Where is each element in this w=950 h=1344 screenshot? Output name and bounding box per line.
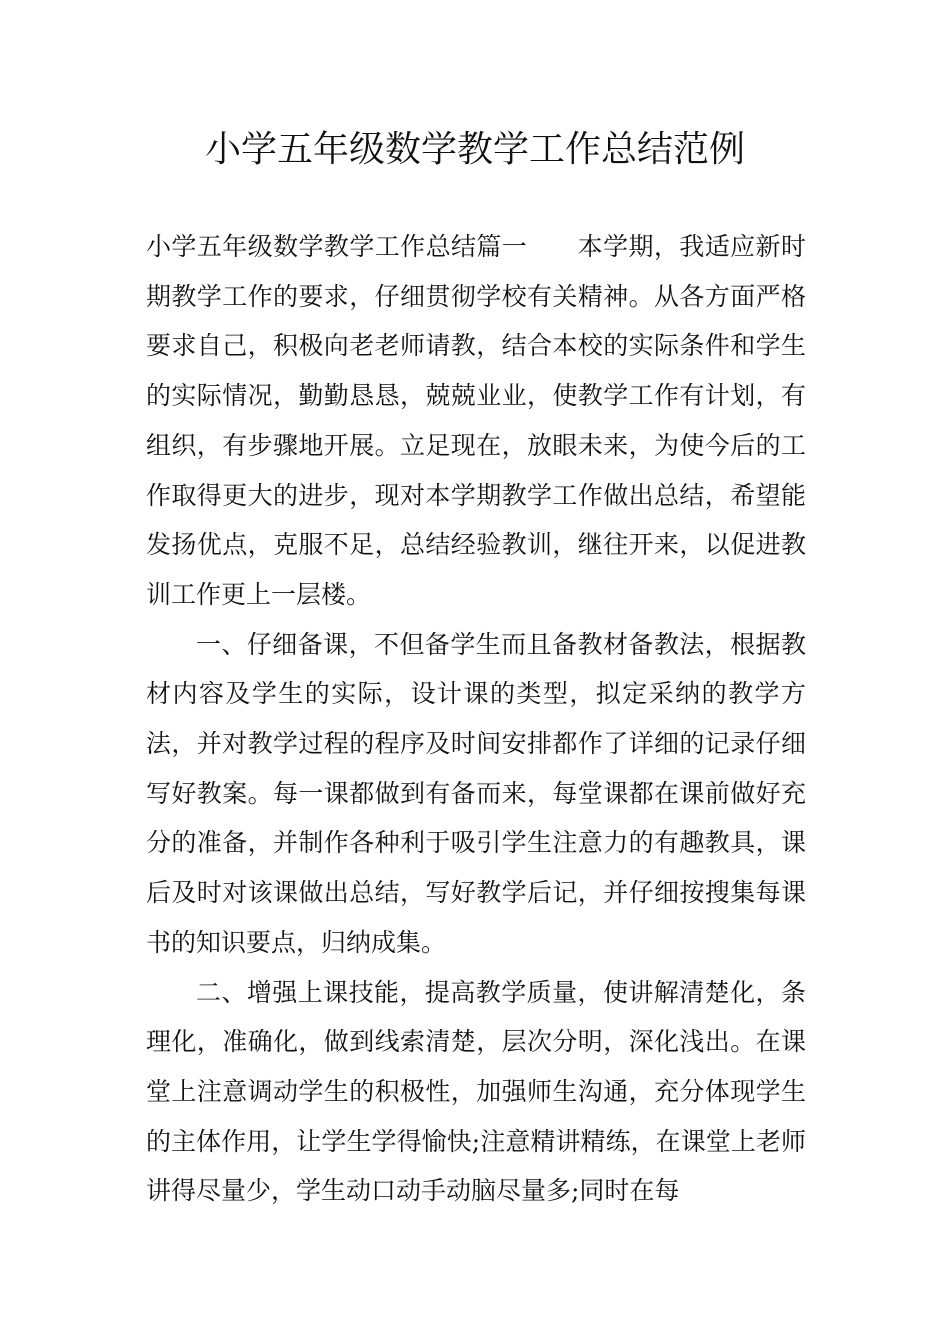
document-title: 小学五年级数学教学工作总结范例 [204,129,745,170]
document-body [146,222,806,1216]
paragraph-text: 本学期，我适应新时期教学工作的要求，仔细贯彻学校有关精神。从各方面严格要求自己，积极向老老师请教，结合本校的实际条件和学生的实际情况，勤勤恳恳，兢兢业业，使教学工作有计划，有组织，有步骤地开展。立足现在，放眼未来，为使今后的工作取得更大的进步，现对本学期教学工作做出总结，希望能发扬优点，克服不足，总结经验教训，继往开来，以促进教训工作更上一层楼。 [146,232,806,609]
section-heading: 小学五年级数学教学工作总结篇一 [146,232,528,261]
paragraph-intro [146,222,806,620]
paragraph-preparation: 一、仔细备课，不但备学生而且备教材备教法，根据教材内容及学生的实际，设计课的类型，拟定采纳的教学方法，并对教学过程的程序及时间安排都作了详细的记录仔细写好教案。每一课都做到有备而来，每堂课都在课前做好充分的准备，并制作各种利于吸引学生注意力的有趣教具，课后及时对该课做出总结，写好教学后记，并仔细按搜集每课书的知识要点，归纳成集。 [146,629,806,957]
paragraph-teaching-skills: 二、增强上课技能，提高教学质量，使讲解清楚化，条理化，准确化，做到线索清楚，层次分明，深化浅出。在课堂上注意调动学生的积极性，加强师生沟通，充分体现学生的主体作用，让学生学得愉快;注意精讲精练，在课堂上老师讲得尽量少，学生动口动手动脑尽量多;同时在每 [146,977,806,1206]
